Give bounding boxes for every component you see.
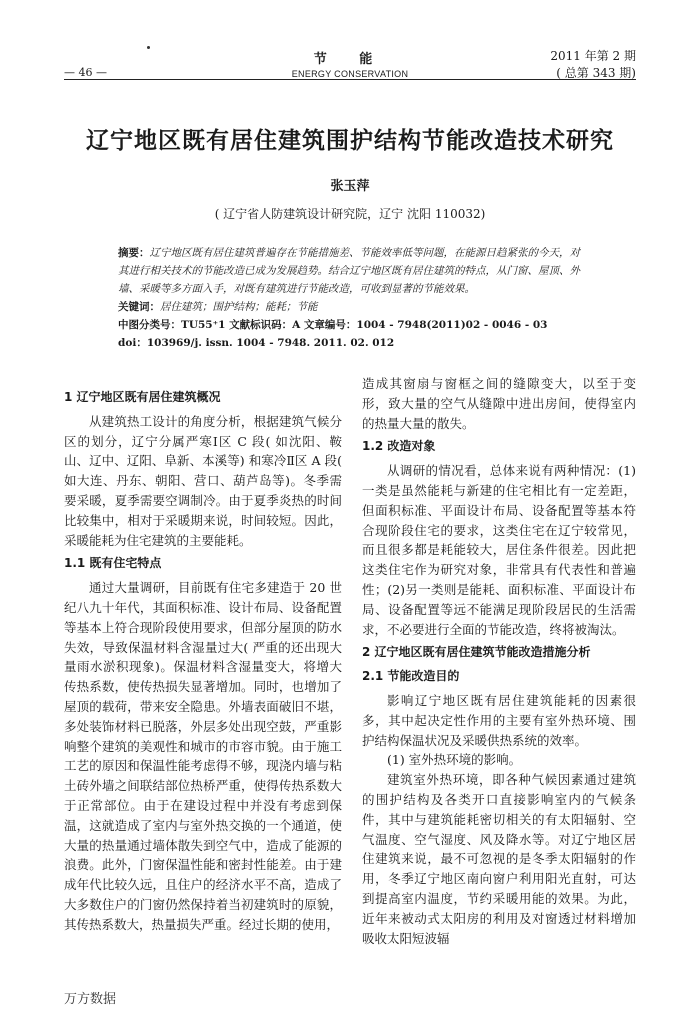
section-heading: 2 辽宁地区既有居住建筑节能改造措施分析 xyxy=(362,645,591,660)
abstract-body: 辽宁地区既有居住建筑普遍存在节能措施差、节能效率低等问题，在能源日趋紧张的今天，对其进行相关技术的节能改造已成为发展趋势。结合辽宁地区既有居住建筑的特点，从门窗、屋顶、外墙、采暖等多方面入手，对既有建筑进行节能改造，可收到显著的节能效果。 xyxy=(118,247,580,295)
keywords-label: 关键词： xyxy=(118,301,160,313)
body-paragraph: (1) 室外热环境的影响。 xyxy=(387,752,522,768)
journal-name-en: ENERGY CONSERVATION xyxy=(291,69,409,79)
section-heading: 1.1 既有住宅特点 xyxy=(64,556,162,571)
section-heading: 2.1 节能改造目的 xyxy=(362,669,460,684)
issue-number: 2011 年第 2 期 xyxy=(550,49,636,63)
journal-name-cn: 节 能 xyxy=(313,52,387,67)
classification-line: 中图分类号：TU55⁺1 文献标识码：A 文章编号：1004 - 7948(2011)02 - 0046 - 03 xyxy=(118,319,548,331)
body-paragraph: 建筑室外热环境，即各种气候因素通过建筑的围护结构及各类开口直接影响室内的气候条件，其中与建筑能耗密切相关的有太阳辐射、空气温度、空气湿度、风及降水等。对辽宁地区居住建筑来说，最不可忽视的是冬季太阳辐射的作用，冬季辽宁地区南向窗户利用阳光直射，可达到提高室内温度，节约采暖用能的效果。为此，近年来被动式太阳房的利用及对窗透过材料增加吸收太阳短波辐 xyxy=(362,772,636,946)
issue-info xyxy=(550,48,636,82)
body-paragraph: 影响辽宁地区既有居住建筑能耗的因素很多，其中起决定性作用的主要有室外热环境、围护结构保温状况及采暖供热系统的效率。 xyxy=(362,692,636,748)
section-heading: 1 辽宁地区既有居住建筑概况 xyxy=(64,390,221,404)
footer-watermark: 万方数据 xyxy=(64,992,117,1007)
author-affiliation: ( 辽宁省人防建筑设计研究院，辽宁 沈阳 110032) xyxy=(214,207,486,221)
right-column xyxy=(362,374,636,948)
doi-line: doi：103969/j. issn. 1004 - 7948. 2011. 02. 012 xyxy=(118,337,395,349)
author-name: 张玉萍 xyxy=(330,179,370,194)
journal-name xyxy=(244,48,456,79)
body-paragraph: 从建筑热工设计的角度分析，根据建筑气候分区的划分，辽宁分属严寒Ⅰ区 C 段( 如沈阳、鞍山、辽中、辽阳、阜新、本溪等) 和寒冷Ⅱ区 A 段( 如大连、丹东、朝阳、营口、葫芦岛等)。冬季需要采暖，夏季需要空调制冷。由于夏季炎热的时间比较集中，相对于采暖期来说，时间较短。因此，采暖能耗为住宅建筑的主要能耗。 xyxy=(64,413,342,548)
article-title: 辽宁地区既有居住建筑围护结构节能改造技术研究 xyxy=(86,128,614,154)
body-paragraph: 造成其窗扇与窗框之间的缝隙变大，以至于变形，致大量的空气从缝隙中进出房间，使得室内的热量大量的散失。 xyxy=(362,376,636,431)
body-paragraph: 通过大量调研，目前既有住宅多建造于 20 世纪八九十年代，其面积标准、设计布局、设备配置等基本上符合现阶段使用要求，但部分屋顶的防水失效，导致保温材料含湿量过大( 严重的还出现大量雨水淤积现象)。保温材料含湿量变大，将增大传热系数，使传热损失显著增加。同时，也增加了屋顶的载荷，带来安全隐患。外墙表面破旧不堪，多处装饰材料已脱落，外层多处出现空鼓，严重影响整个建筑的美观性和城市的市容市貌。由于施工工艺的原因和保温性能考虑得不够，现浇内墙与粘土砖外墙之间联结部位热桥严重，使得传热系数大于正常部位。由于在建设过程中并没有考虑到保温，这就造成了室内与室外热交换的一个通道，使大量的热量通过墙体散失到空气中，造成了能源的浪费。此外，门窗保温性能和密封性能差。由于建成年代比较久远，且住户的经济水平不高，造成了大多数住户的门窗仍然保持着当初建筑时的原貌，其传热系数大，热量损失严重。经过长期的使用， xyxy=(64,580,342,932)
header-rule xyxy=(64,79,636,80)
abstract-label: 摘要： xyxy=(118,247,150,259)
total-issue-number: ( 总第 343 期) xyxy=(556,66,636,80)
keywords-line xyxy=(118,298,582,316)
page-number: — 46 — xyxy=(64,66,107,79)
abstract-block xyxy=(118,244,582,352)
page-header xyxy=(64,48,636,84)
section-heading: 1.2 改造对象 xyxy=(362,439,436,454)
body-paragraph: 从调研的情况看，总体来说有两种情况：(1)一类是虽然能耗与新建的住宅相比有一定差距，但面积标准、平面设计布局、设备配置等基本符合现阶段住宅的要求，这类住宅在辽宁较常见，而且很多都是耗能较大，居住条件很差。因此把这类住宅作为研究对象，非常具有代表性和普遍性；(2)另一类则是能耗、面积标准、平面设计布局、设备配置等远不能满足现阶段居民的生活需求，不必要进行全面的节能改造，终将被淘汰。 xyxy=(362,463,636,637)
keywords-text: 居住建筑；围护结构；能耗；节能 xyxy=(160,301,318,313)
left-column xyxy=(64,384,342,935)
abstract-text xyxy=(118,244,582,298)
